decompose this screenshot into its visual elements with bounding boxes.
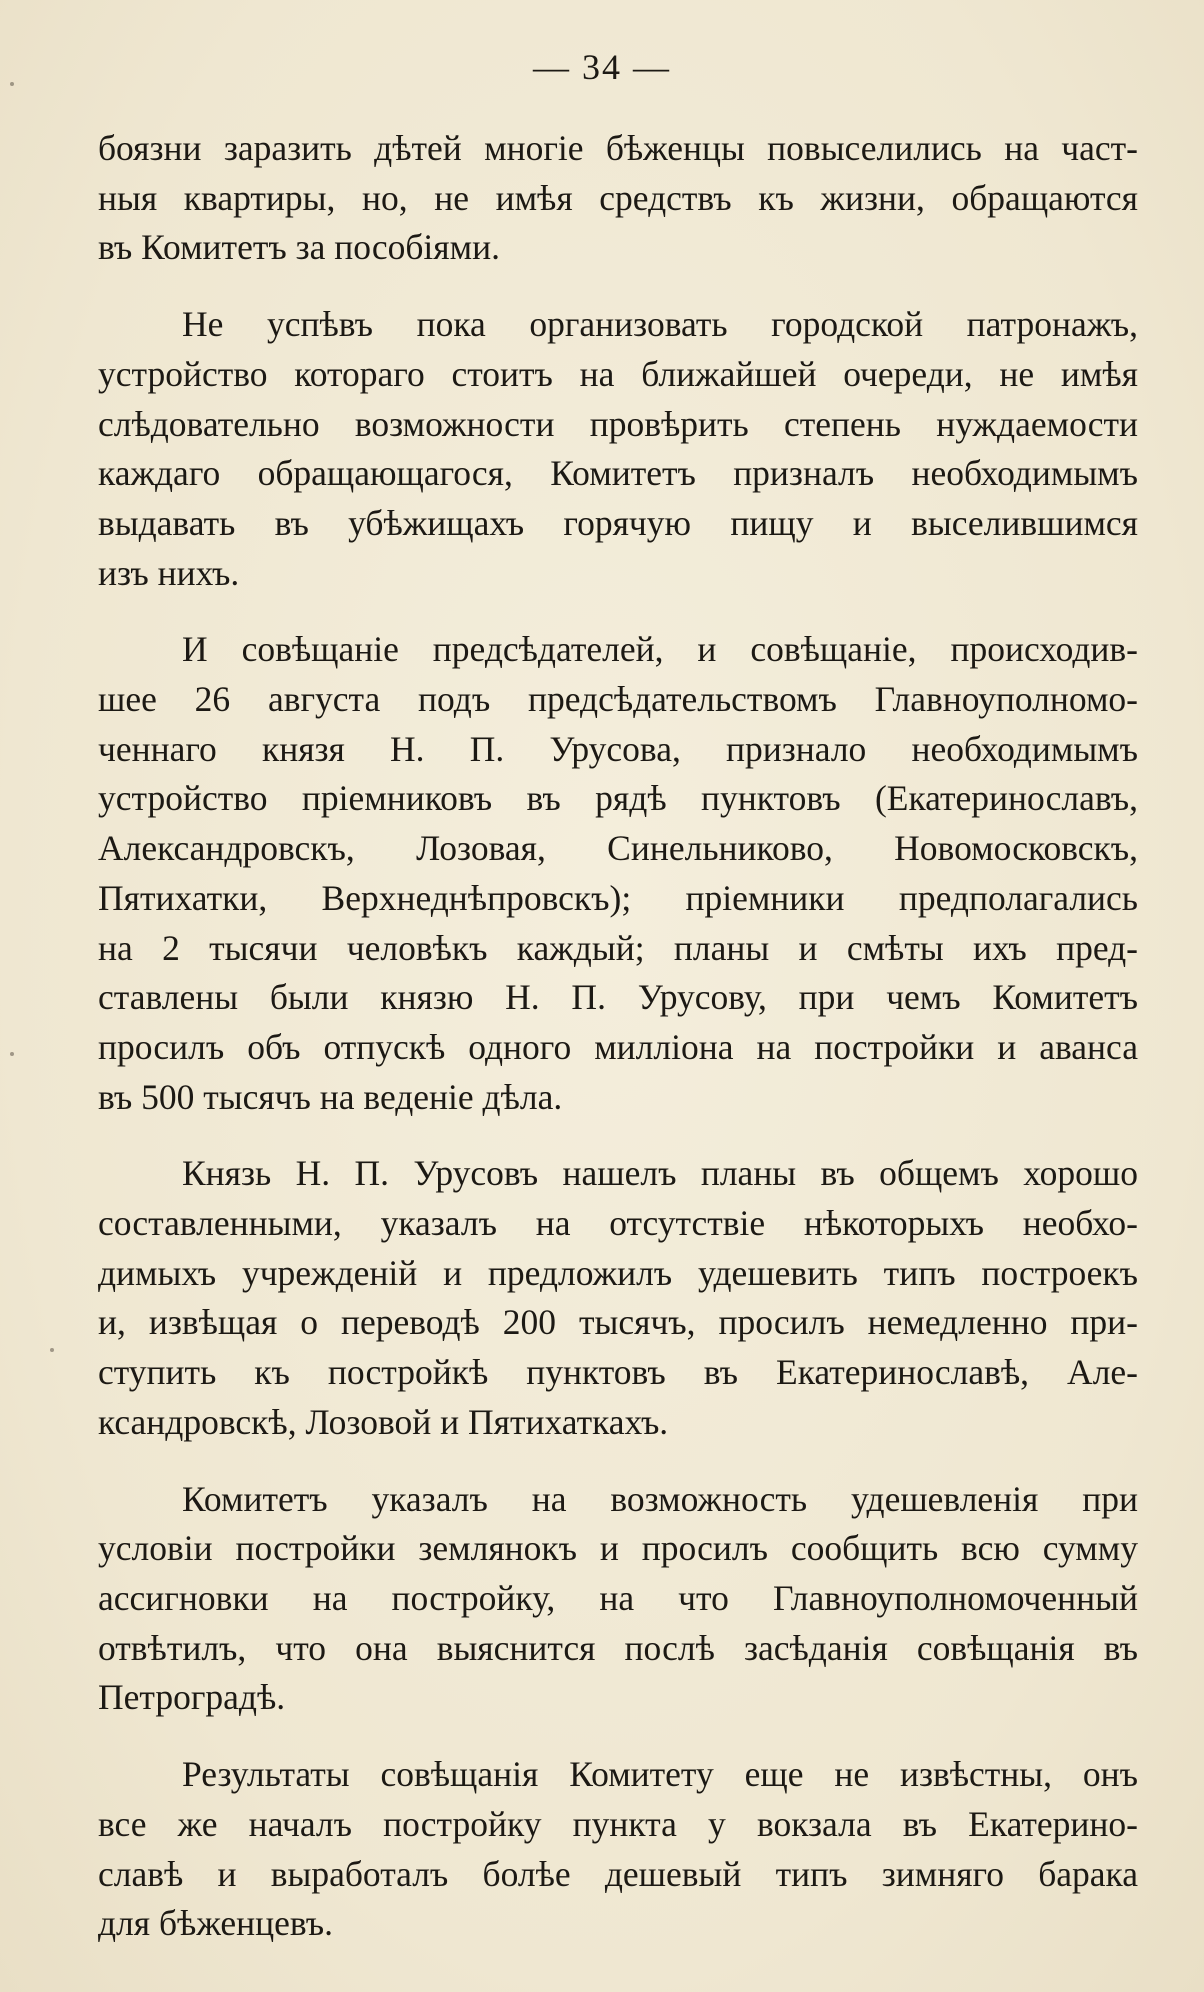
text-line: Комитетъ указалъ на возможность удешевленiя при <box>182 1478 1138 1519</box>
text-line: отвѣтилъ, что она выяснится послѣ засѣданiя совѣщанiя въ <box>98 1627 1138 1668</box>
text-line: и, извѣщая о переводѣ 200 тысячъ, просилъ немедленно при- <box>98 1302 1138 1343</box>
text-line: просилъ объ отпускѣ одного миллiона на постройки и аванса <box>98 1026 1138 1067</box>
text-line: боязни заразить дѣтей многiе бѣженцы повыселились на част- <box>98 128 1138 168</box>
text-line: выдавать въ убѣжищахъ горячую пищу и выселившимся <box>98 502 1138 543</box>
text-line: слѣдовательно возможности провѣрить степень нуждаемости <box>98 403 1138 444</box>
text-line: Петроградѣ. <box>98 1677 286 1718</box>
text-line: ныя квартиры, но, не имѣя средствъ къ жизни, обращаются <box>98 177 1138 218</box>
text-line: для бѣженцевъ. <box>98 1903 333 1944</box>
text-line: въ 500 тысячъ на веденiе дѣла. <box>98 1076 563 1117</box>
text-line: ступить къ постройкѣ пунктовъ въ Екатеринославѣ, Але- <box>98 1352 1138 1393</box>
text-line: И совѣщанiе предсѣдателей, и совѣщанiе, происходив- <box>182 629 1138 670</box>
paragraph-1 <box>98 124 1138 273</box>
paragraph-6 <box>98 1750 1138 1949</box>
text-line: ассигновки на постройку, на что Главноуполномоченный <box>98 1577 1138 1618</box>
text-line: славѣ и выработалъ болѣе дешевый типъ зимняго барака <box>98 1853 1138 1894</box>
text-line: Пятихатки, Верхнеднѣпровскъ); прiемники предполагались <box>98 877 1138 918</box>
text-line: условiи постройки землянокъ и просилъ сообщить всю сумму <box>98 1528 1138 1569</box>
text-line: димыхъ учрежденiй и предложилъ удешевить типъ построекъ <box>98 1252 1138 1293</box>
paper-speck <box>10 82 14 86</box>
text-line: каждаго обращающагося, Комитетъ призналъ необходимымъ <box>98 453 1138 494</box>
text-line: въ Комитетъ за пособiями. <box>98 227 500 268</box>
text-line: Александровскъ, Лозовая, Синельниково, Новомосковскъ, <box>98 828 1138 869</box>
paper-speck <box>50 1348 54 1352</box>
paragraph-4 <box>98 1149 1138 1447</box>
text-line: Результаты совѣщанiя Комитету еще не извѣстны, онъ <box>182 1754 1138 1795</box>
text-line: Не успѣвъ пока организовать городской патронажъ, <box>182 304 1138 345</box>
text-line: составленными, указалъ на отсутствiе нѣкоторыхъ необхо- <box>98 1203 1138 1244</box>
paper-speck <box>10 1052 14 1056</box>
text-line: на 2 тысячи человѣкъ каждый; планы и смѣты ихъ пред- <box>98 927 1138 968</box>
text-line: Князь Н. П. Урусовъ нашелъ планы въ общемъ хорошо <box>182 1153 1138 1194</box>
text-line: ченнаго князя Н. П. Урусова, признало необходимымъ <box>98 728 1138 769</box>
text-body <box>98 124 1138 1976</box>
page-number: — 34 — <box>533 47 671 87</box>
text-line: устройство прiемниковъ въ рядѣ пунктовъ (Екатеринославъ, <box>98 778 1138 819</box>
text-line: шее 26 августа подъ предсѣдательствомъ Главноуполномо- <box>98 679 1138 720</box>
paragraph-5 <box>98 1475 1138 1724</box>
paragraph-3 <box>98 625 1138 1122</box>
text-line: ксандровскѣ, Лозовой и Пятихаткахъ. <box>98 1401 669 1442</box>
text-line: ставлены были князю Н. П. Урусову, при чемъ Комитетъ <box>98 977 1138 1018</box>
text-line: изъ нихъ. <box>98 552 240 593</box>
paragraph-2 <box>98 300 1138 598</box>
text-line: все же началъ постройку пункта у вокзала въ Екатерино- <box>98 1803 1138 1844</box>
text-line: устройство котораго стоитъ на ближайшей очереди, не имѣя <box>98 353 1138 394</box>
